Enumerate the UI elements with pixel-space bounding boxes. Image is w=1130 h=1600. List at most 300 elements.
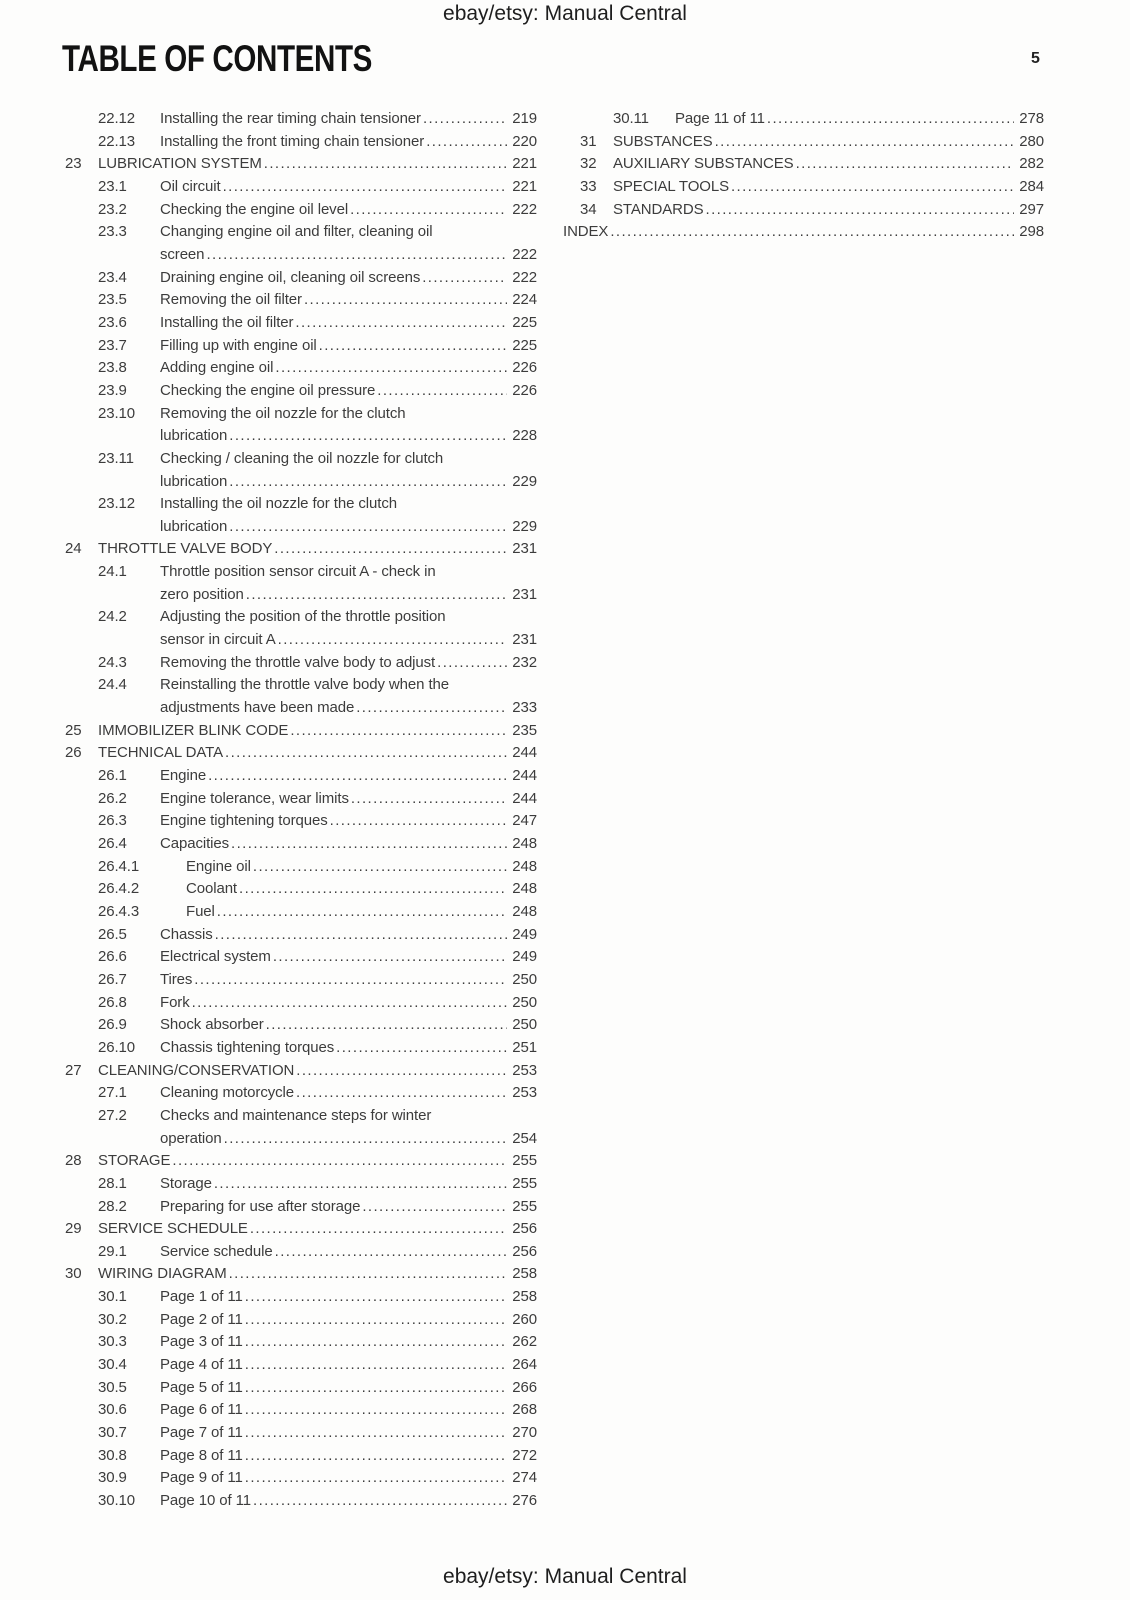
dot-leader (302, 289, 507, 312)
toc-entry-number: 29 (65, 1220, 82, 1238)
toc-entry-number: 30.3 (98, 1333, 127, 1351)
toc-entry (65, 1241, 537, 1264)
dot-leader (243, 1377, 507, 1400)
toc-entry-title: IMMOBILIZER BLINK CODE (98, 721, 289, 739)
toc-entry-page: 272 (512, 1446, 537, 1464)
toc-line (65, 629, 537, 652)
toc-entry-title: zero position (160, 585, 244, 603)
toc-line (65, 335, 537, 358)
toc-line (65, 1128, 537, 1151)
toc-entry-title: Preparing for use after storage (160, 1197, 361, 1215)
toc-line (65, 1309, 537, 1332)
toc-line (65, 1263, 537, 1286)
toc-entry-number: 30.11 (613, 110, 649, 127)
toc-entry-page: 255 (512, 1197, 537, 1215)
toc-entry-number: 30.1 (98, 1288, 127, 1306)
dot-leader (288, 720, 507, 743)
toc-entry-title: Chassis (160, 925, 213, 943)
toc-line (563, 131, 1044, 154)
toc-line (65, 108, 537, 131)
toc-entry-number: 23.11 (98, 449, 134, 467)
toc-entry-title: SERVICE SCHEDULE (98, 1220, 248, 1238)
toc-entry (563, 153, 1044, 176)
toc-entry-number: 24.1 (98, 563, 127, 581)
dot-leader (334, 1037, 507, 1060)
toc-entry-title: Page 5 of 11 (160, 1378, 243, 1396)
toc-entry-page: 250 (512, 993, 537, 1011)
dot-leader (223, 742, 507, 765)
dot-leader (608, 221, 1014, 244)
dot-leader (243, 1399, 507, 1422)
toc-line (65, 697, 537, 720)
toc-line (65, 856, 537, 879)
toc-entry-page: 258 (512, 1265, 537, 1283)
toc-line (563, 221, 1044, 244)
dot-leader (221, 176, 507, 199)
toc-line (65, 1490, 537, 1513)
toc-entry (65, 1196, 537, 1219)
dot-leader (424, 131, 507, 154)
toc-entry-number: 30.9 (98, 1469, 127, 1487)
dot-leader (421, 108, 507, 131)
dot-leader (243, 1445, 507, 1468)
toc-entry (65, 924, 537, 947)
toc-line (65, 131, 537, 154)
toc-entry-title: Chassis tightening torques (160, 1038, 335, 1056)
toc-entry (65, 131, 537, 154)
toc-entry-page: 248 (512, 880, 537, 898)
toc-line (65, 561, 537, 584)
toc-entry (65, 1014, 537, 1037)
toc-entry-title: Cleaning motorcycle (160, 1084, 294, 1102)
toc-entry-page: 219 (512, 110, 537, 127)
toc-entry-title: sensor in circuit A (160, 631, 276, 649)
toc-entry (65, 538, 537, 561)
toc-entry-title: Draining engine oil, cleaning oil screens (160, 268, 421, 286)
toc-entry-page: 247 (512, 812, 537, 830)
toc-entry (65, 901, 537, 924)
toc-entry-title: Storage (160, 1174, 212, 1192)
toc-entry-number: 23.6 (98, 313, 127, 331)
toc-entry (563, 131, 1044, 154)
dot-leader (354, 697, 507, 720)
toc-entry-title: TECHNICAL DATA (98, 744, 224, 762)
toc-entry-title: Changing engine oil and filter, cleaning oil (160, 223, 433, 241)
toc-entry (65, 810, 537, 833)
page-title: TABLE OF CONTENTS (62, 38, 373, 79)
toc-entry (65, 1422, 537, 1445)
toc-entry (65, 1060, 537, 1083)
toc-entry-title: Removing the oil nozzle for the clutch (160, 404, 406, 422)
toc-entry (563, 221, 1044, 244)
dot-leader (264, 1014, 507, 1037)
dot-leader (375, 380, 507, 403)
toc-entry-title: Removing the throttle valve body to adjust (160, 653, 436, 671)
toc-entry-number: 23.12 (98, 495, 136, 513)
toc-line (65, 1445, 537, 1468)
toc-line (65, 674, 537, 697)
dot-leader (251, 1490, 507, 1513)
toc-entry (65, 742, 537, 765)
toc-entry (65, 878, 537, 901)
toc-line (65, 312, 537, 335)
toc-entry-page: 229 (512, 472, 537, 490)
toc-entry-number: 23.8 (98, 359, 127, 377)
dot-leader (293, 312, 507, 335)
toc-entry-title: Page 6 of 11 (160, 1401, 243, 1419)
toc-line (65, 1467, 537, 1490)
toc-entry (65, 153, 537, 176)
toc-entry-number: 26 (65, 744, 82, 762)
toc-entry-title: Page 2 of 11 (160, 1310, 243, 1328)
toc-entry (65, 221, 537, 266)
toc-entry-page: 251 (512, 1038, 537, 1056)
toc-entry-number: 23.4 (98, 268, 127, 286)
dot-leader (215, 901, 507, 924)
toc-entry (65, 1150, 537, 1173)
toc-entry-page: 231 (512, 585, 537, 603)
dot-leader (271, 946, 507, 969)
toc-line (65, 969, 537, 992)
toc-line (65, 448, 537, 471)
toc-entry-number: 26.10 (98, 1038, 136, 1056)
dot-leader (227, 516, 507, 539)
toc-line (65, 1014, 537, 1037)
dot-leader (204, 244, 507, 267)
toc-entry-page: 222 (512, 245, 537, 263)
toc-line (65, 1241, 537, 1264)
toc-entry (65, 357, 537, 380)
footer-doc-title: ebay/etsy: Manual Central (443, 1565, 687, 1588)
toc-entry-number: 27 (65, 1061, 82, 1079)
toc-entry-number: 23.3 (98, 223, 127, 241)
toc-entry-title: Engine tightening torques (160, 812, 328, 830)
header-doc-title: ebay/etsy: Manual Central (443, 2, 687, 25)
dot-leader (360, 1196, 507, 1219)
toc-line (65, 1354, 537, 1377)
toc-entry-title: Page 8 of 11 (160, 1446, 243, 1464)
toc-entry (65, 969, 537, 992)
toc-entry-number: 23.7 (98, 336, 127, 354)
toc-entry (563, 108, 1044, 131)
toc-line (65, 1331, 537, 1354)
toc-line (65, 538, 537, 561)
toc-line (65, 924, 537, 947)
toc-entry (65, 1263, 537, 1286)
toc-entry-page: 244 (512, 744, 537, 762)
toc-entry-title: Throttle position sensor circuit A - check in (160, 563, 436, 581)
dot-leader (243, 1331, 507, 1354)
toc-entry-title: lubrication (160, 427, 228, 445)
toc-entry (65, 1445, 537, 1468)
toc-entry-page: 258 (512, 1288, 537, 1306)
toc-entry-title: Page 10 of 11 (160, 1492, 251, 1510)
toc-line (65, 810, 537, 833)
toc-entry-number: 24.4 (98, 676, 127, 694)
toc-entry-number: 30.10 (98, 1492, 136, 1510)
toc-entry (65, 108, 537, 131)
toc-entry-page: 224 (512, 291, 537, 309)
toc-entry-title: Shock absorber (160, 1016, 264, 1034)
toc-entry-title: Capacities (160, 835, 230, 852)
toc-entry-page: 225 (512, 336, 537, 354)
toc-entry (65, 312, 537, 335)
dot-leader (272, 538, 507, 561)
toc-entry (65, 765, 537, 788)
toc-entry-title: Fuel (186, 902, 215, 920)
toc-entry-page: 222 (512, 268, 537, 286)
toc-entry (65, 1354, 537, 1377)
toc-entry-title: WIRING DIAGRAM (98, 1265, 227, 1283)
toc-line (65, 584, 537, 607)
toc-entry-number: 30.4 (98, 1356, 127, 1374)
toc-entry-number: 30.5 (98, 1378, 127, 1396)
toc-entry (65, 289, 537, 312)
toc-line (65, 493, 537, 516)
toc-entry-page: 220 (512, 132, 537, 150)
toc-entry-number: 26.6 (98, 948, 127, 966)
dot-leader (294, 1060, 507, 1083)
dot-leader (192, 969, 507, 992)
toc-entry-title: INDEX (563, 223, 609, 241)
toc-line (65, 516, 537, 539)
toc-line (65, 289, 537, 312)
toc-line (65, 946, 537, 969)
toc-entry-page: 266 (512, 1378, 537, 1396)
toc-line (65, 742, 537, 765)
toc-entry-title: Page 7 of 11 (160, 1424, 243, 1442)
toc-entry (65, 788, 537, 811)
toc-entry-title: THROTTLE VALVE BODY (98, 540, 273, 558)
toc-entry-page: 221 (512, 155, 537, 173)
toc-entry-title: Installing the oil nozzle for the clutch (160, 495, 397, 513)
dot-leader (348, 199, 507, 222)
toc-entry-title: Removing the oil filter (160, 291, 302, 309)
toc-entry-page: 244 (512, 789, 537, 807)
toc-entry-number: 27.2 (98, 1106, 127, 1124)
toc-entry-page: 276 (512, 1492, 537, 1510)
toc-entry-page: 225 (512, 313, 537, 331)
toc-entry-number: 26.8 (98, 993, 127, 1011)
toc-entry (65, 403, 537, 448)
toc-line (65, 901, 537, 924)
toc-entry-number: 27.1 (98, 1084, 127, 1102)
toc-entry-title: Adjusting the position of the throttle position (160, 608, 446, 626)
toc-entry-title: lubrication (160, 472, 228, 490)
toc-line (65, 380, 537, 403)
toc-entry-number: 26.4.1 (98, 857, 140, 875)
toc-line (65, 1173, 537, 1196)
toc-line (65, 1286, 537, 1309)
toc-entry (65, 448, 537, 493)
toc-line (65, 1218, 537, 1241)
dot-leader (243, 1309, 507, 1332)
toc-line (65, 425, 537, 448)
toc-entry-number: 26.2 (98, 789, 127, 807)
dot-leader (435, 652, 507, 675)
toc-entry-page: 255 (512, 1152, 537, 1170)
toc-entry-title: Coolant (186, 880, 238, 898)
dot-leader (222, 1128, 507, 1151)
toc-entry-title: Page 4 of 11 (160, 1356, 243, 1374)
toc-entry-page: 232 (512, 653, 537, 671)
toc-entry-title: Installing the oil filter (160, 313, 294, 331)
toc-entry-page: 270 (512, 1424, 537, 1442)
toc-entry (65, 720, 537, 743)
toc-entry-title: screen (160, 245, 205, 263)
toc-entry-page: 254 (512, 1129, 537, 1147)
toc-entry-number: 26.5 (98, 925, 127, 943)
toc-entry (65, 1037, 537, 1060)
toc-entry-page: 248 (512, 857, 537, 875)
toc-entry-number: 24.3 (98, 653, 127, 671)
toc-line (65, 176, 537, 199)
toc-entry-page: 221 (512, 177, 537, 195)
toc-entry-page: 222 (512, 200, 537, 218)
toc-line (65, 1196, 537, 1219)
toc-line (65, 652, 537, 675)
toc-entry-page: 228 (512, 427, 537, 445)
toc-entry-number: 26.4 (98, 835, 127, 852)
toc-line (65, 1105, 537, 1128)
dot-leader (273, 1241, 507, 1264)
toc-entry-page: 253 (512, 1084, 537, 1102)
toc-entry-number: 30.2 (98, 1310, 127, 1328)
toc-entry (65, 267, 537, 290)
toc-entry (65, 992, 537, 1015)
toc-entry-number: 31 (580, 132, 597, 150)
toc-entry-number: 22.12 (98, 110, 136, 127)
toc-entry (65, 1377, 537, 1400)
toc-entry (65, 1286, 537, 1309)
toc-entry-title: CLEANING/CONSERVATION (98, 1061, 295, 1079)
toc-entry-page: 231 (512, 631, 537, 649)
toc-entry-page: 226 (512, 381, 537, 399)
toc-line (65, 357, 537, 380)
toc-entry-title: SPECIAL TOOLS (613, 177, 729, 195)
dot-leader (420, 267, 507, 290)
toc-line (65, 153, 537, 176)
toc-entry-number: 30.6 (98, 1401, 127, 1419)
toc-entry (65, 652, 537, 675)
toc-line (563, 108, 1044, 131)
toc-entry (65, 1082, 537, 1105)
dot-leader (190, 992, 507, 1015)
toc-entry-number: 23.2 (98, 200, 127, 218)
toc-entry-title: Fork (160, 993, 190, 1011)
toc-line (65, 1399, 537, 1422)
toc-entry-page: 250 (512, 1016, 537, 1034)
toc-entry-number: 22.13 (98, 132, 136, 150)
toc-entry-title: Engine oil (186, 857, 251, 875)
toc-entry (65, 380, 537, 403)
toc-entry-title: operation (160, 1129, 222, 1147)
toc-entry-page: 256 (512, 1220, 537, 1238)
toc-line (65, 244, 537, 267)
toc-entry-page: 274 (512, 1469, 537, 1487)
toc-entry-page: 280 (1019, 132, 1044, 150)
dot-leader (262, 153, 507, 176)
toc-entry (65, 1218, 537, 1241)
toc-entry-title: Page 9 of 11 (160, 1469, 243, 1487)
toc-entry-title: STANDARDS (613, 200, 704, 218)
toc-entry (65, 493, 537, 538)
toc-line (65, 471, 537, 494)
toc-entry-number: 23 (65, 155, 82, 173)
toc-entry-title: Adding engine oil (160, 359, 274, 377)
toc-entry-title: SUBSTANCES (613, 132, 713, 150)
toc-line (65, 992, 537, 1015)
dot-leader (227, 425, 507, 448)
toc-entry-title: Electrical system (160, 948, 271, 966)
toc-line (65, 1060, 537, 1083)
toc-entry-page: 235 (512, 721, 537, 739)
dot-leader (317, 335, 507, 358)
dot-leader (170, 1150, 507, 1173)
toc-entry-page: 255 (512, 1174, 537, 1192)
toc-entry-page: 278 (1019, 110, 1044, 127)
dot-leader (251, 856, 507, 879)
toc-line (65, 1037, 537, 1060)
toc-entry-number: 26.4.3 (98, 902, 140, 920)
toc-entry (65, 1309, 537, 1332)
toc-entry-page: 229 (512, 517, 537, 535)
toc-line (65, 833, 537, 856)
toc-entry-page: 249 (512, 948, 537, 966)
toc-entry-title: Reinstalling the throttle valve body when the (160, 676, 450, 694)
toc-entry-number: 26.1 (98, 767, 127, 785)
toc-entry-page: 260 (512, 1310, 537, 1328)
dot-leader (765, 108, 1014, 131)
dot-leader (206, 765, 507, 788)
dot-leader (212, 1173, 507, 1196)
toc-entry-number: 32 (580, 155, 597, 173)
toc-entry-page: 297 (1019, 200, 1044, 218)
toc-entry-number: 23.9 (98, 381, 127, 399)
toc-entry-title: LUBRICATION SYSTEM (98, 155, 262, 173)
toc-entry-title: adjustments have been made (160, 699, 355, 717)
toc-line (65, 199, 537, 222)
toc-line (563, 153, 1044, 176)
toc-entry-number: 28.1 (98, 1174, 127, 1192)
toc-entry-number: 26.4.2 (98, 880, 140, 898)
toc-line (65, 1082, 537, 1105)
toc-entry-title: Filling up with engine oil (160, 336, 317, 354)
toc-entry-title: Page 11 of 11 (675, 110, 765, 127)
dot-leader (328, 810, 507, 833)
toc-entry-page: 231 (512, 540, 537, 558)
toc-entry (65, 674, 537, 719)
dot-leader (229, 833, 507, 856)
dot-leader (243, 1422, 507, 1445)
toc-entry-title: Engine tolerance, wear limits (160, 789, 349, 807)
toc-entry (563, 176, 1044, 199)
dot-leader (704, 199, 1015, 222)
toc-entry-title: Checking / cleaning the oil nozzle for clutch (160, 449, 444, 467)
toc-left-column (65, 108, 537, 1513)
dot-leader (213, 924, 507, 947)
dot-leader (273, 357, 507, 380)
toc-entry-page: 244 (512, 767, 537, 785)
toc-entry-title: Service schedule (160, 1242, 273, 1260)
dot-leader (227, 471, 507, 494)
toc-entry (65, 606, 537, 651)
toc-line (65, 403, 537, 426)
toc-entry (65, 856, 537, 879)
toc-entry-title: Tires (160, 970, 193, 988)
toc-entry-page: 268 (512, 1401, 537, 1419)
toc-line (563, 199, 1044, 222)
